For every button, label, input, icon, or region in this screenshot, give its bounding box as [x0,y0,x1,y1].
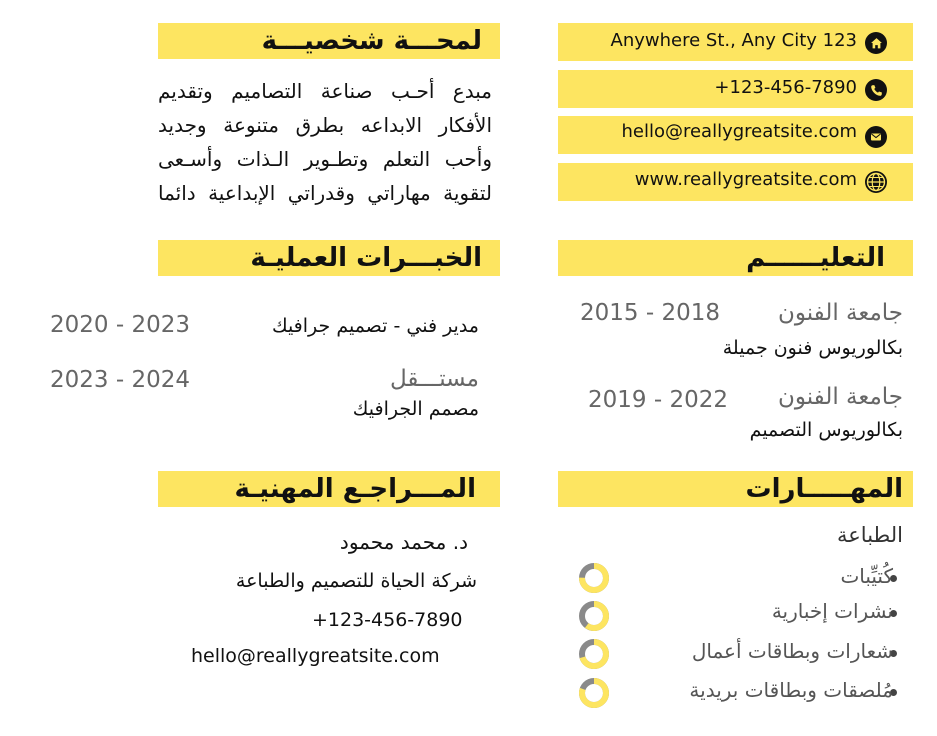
skills-category: الطباعة [837,523,903,547]
education-heading: التعليــــــم [558,240,913,276]
skill-level-ring-3 [578,638,610,670]
home-icon [865,32,887,54]
address-text: Anywhere St., Any City 123 [610,30,857,51]
reference-company: شركة الحياة للتصميم والطباعة [235,570,477,592]
experience-heading: الخبـــرات العمليـة [158,240,500,276]
skill-level-ring-2 [578,600,610,632]
contact-address [558,23,913,61]
phone-icon [865,79,887,101]
references-heading: المـــراجـع المهنيـة [158,471,500,507]
experience-years-2: 2023 - 2024 [50,367,190,393]
education-school-2: جامعة الفنون [777,384,903,410]
email-text: hello@reallygreatsite.com [621,121,857,142]
profile-text: مبدع أحـب صناعة التصاميم وتقديم الأفكار الابداعه بطرق متنوعة وجديد وأحب التعلم وتطـوير الـذات وأسـعى لتقوية مهاراتي وقدراتي الإبداعية دائما [158,79,492,205]
education-school-1: جامعة الفنون [777,300,903,326]
skill-level-ring-4 [578,677,610,709]
contact-phone [558,70,913,108]
reference-name: د. محمد محمود [339,530,468,554]
education-years-1: 2015 - 2018 [580,300,720,326]
profile-heading: لمحـــة شخصيـــة [158,23,500,59]
contact-website [558,163,913,201]
skill-label-2: نشرات إخبارية [771,599,893,623]
skill-label-3: شعارات وبطاقات أعمال [691,639,893,663]
reference-email: hello@reallygreatsite.com [191,645,440,667]
education-degree-1: بكالوريوس فنون جميلة [722,337,903,359]
globe-icon [865,171,887,193]
skill-label-4: مُلصقات وبطاقات بريدية [689,678,893,702]
experience-subtitle-2: مصمم الجرافيك [352,398,479,420]
experience-title-1: مدير فني - تصميم جرافيك [271,315,479,337]
education-years-2: 2019 - 2022 [588,387,728,413]
skill-level-ring-1 [578,562,610,594]
reference-phone: +123-456-7890 [312,609,463,631]
contact-email [558,116,913,154]
envelope-icon [865,126,887,148]
education-degree-2: بكالوريوس التصميم [749,419,903,441]
website-text: www.reallygreatsite.com [634,169,857,190]
experience-years-1: 2020 - 2023 [50,312,190,338]
skill-label-1: كُتيِّبات [840,564,893,588]
skills-heading: المهـــــارات [558,471,913,507]
experience-title-2: مستـــقل [389,366,479,392]
phone-text: +123-456-7890 [714,77,857,98]
